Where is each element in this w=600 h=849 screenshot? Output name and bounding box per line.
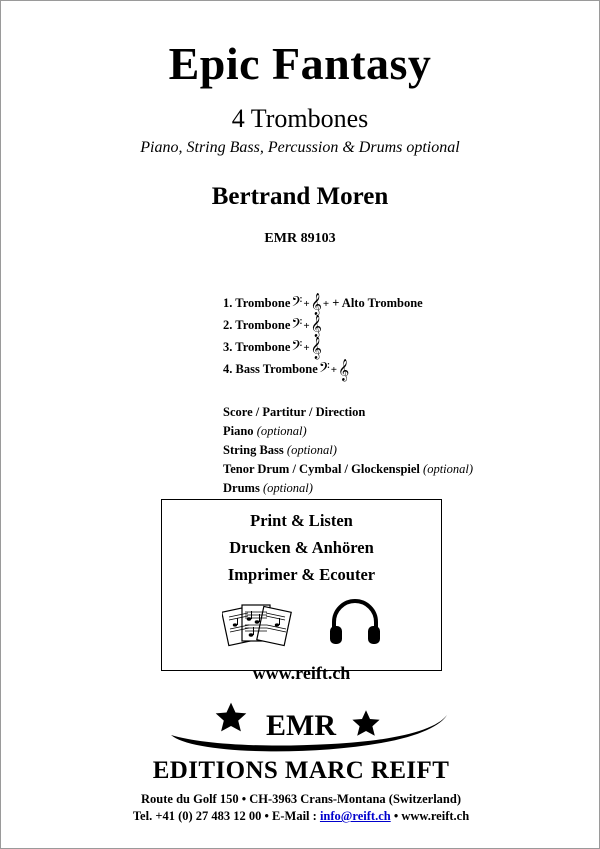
email-link[interactable]: info@reift.ch <box>319 809 391 823</box>
list-item: 4. Bass Trombone𝄢+𝄞 <box>223 359 350 381</box>
listen-line-en: Print & Listen <box>250 511 353 530</box>
part-optional-tag: (optional) <box>423 462 474 476</box>
publisher-contact <box>1 809 600 824</box>
instrument-number: 3. <box>223 340 233 354</box>
catalog-number: EMR 89103 <box>264 231 336 246</box>
headphones-icon <box>328 598 382 653</box>
list-item: 1. Trombone𝄢+𝄞+ + Alto Trombone <box>223 293 423 315</box>
treble-clef-icon: 𝄞 <box>310 293 322 315</box>
publisher-address: Route du Golf 150 • CH-3963 Crans-Montana (Switzerland) <box>141 792 461 806</box>
page-title: Epic Fantasy <box>168 38 432 89</box>
publisher-name-text: EDITIONS MARC REIFT <box>152 757 450 784</box>
list-item <box>223 404 599 420</box>
instrument-name: Trombone <box>235 318 291 332</box>
publisher-name <box>1 757 600 785</box>
list-item <box>223 423 599 439</box>
instrumentation-list <box>1 293 599 381</box>
composer-name: Bertrand Moren <box>211 183 389 210</box>
contact-prefix: Tel. +41 (0) 27 483 12 00 • E-Mail : <box>132 809 320 823</box>
treble-clef-icon: 𝄞 <box>338 359 350 381</box>
part-label: Piano <box>223 424 254 438</box>
svg-text:EMR: EMR <box>266 709 336 742</box>
listen-line-de: Drucken & Anhören <box>229 538 374 557</box>
instrument-extra: + Alto Trombone <box>332 296 423 310</box>
optional-instruments-note: Piano, String Bass, Percussion & Drums optional <box>140 139 460 156</box>
list-item <box>223 461 599 477</box>
instrument-name: Bass Trombone <box>235 362 318 376</box>
list-item: 2. Trombone𝄢+𝄞 <box>223 315 322 337</box>
instrument-name: Trombone <box>235 340 291 354</box>
treble-clef-icon: 𝄞 <box>310 315 322 337</box>
print-and-listen-box <box>161 499 442 683</box>
bass-clef-icon: 𝄢 <box>291 294 303 314</box>
bass-clef-icon: 𝄢 <box>318 360 330 380</box>
instrument-name: Trombone <box>235 296 291 310</box>
instrument-number: 4. <box>223 362 233 376</box>
part-optional-tag: (optional) <box>262 481 313 495</box>
instrument-number: 1. <box>223 296 233 310</box>
part-optional-tag: (optional) <box>256 424 307 438</box>
part-label: String Bass <box>223 443 284 457</box>
publisher-logo-block <box>1 701 600 824</box>
listen-box-icons <box>162 595 441 655</box>
listen-line-fr: Imprimer & Ecouter <box>227 565 376 584</box>
part-label: Tenor Drum / Cymbal / Glockenspiel <box>223 462 420 476</box>
list-item: 3. Trombone𝄢+𝄞 <box>223 337 322 359</box>
treble-clef-icon: 𝄞 <box>310 337 322 359</box>
contact-suffix: • www.reift.ch <box>390 809 470 823</box>
emr-logo-icon <box>151 701 451 755</box>
parts-list <box>1 404 599 496</box>
list-item <box>223 442 599 458</box>
part-optional-tag: (optional) <box>286 443 337 457</box>
sheet-music-icon <box>222 595 294 656</box>
bass-clef-icon: 𝄢 <box>291 338 303 358</box>
ensemble-subtitle: 4 Trombones <box>231 104 369 133</box>
part-label: Drums <box>223 481 260 495</box>
instrument-number: 2. <box>223 318 233 332</box>
list-item <box>223 480 599 496</box>
website-url[interactable]: www.reift.ch <box>252 663 351 683</box>
part-label: Score / Partitur / Direction <box>223 405 366 419</box>
bass-clef-icon: 𝄢 <box>291 316 303 336</box>
